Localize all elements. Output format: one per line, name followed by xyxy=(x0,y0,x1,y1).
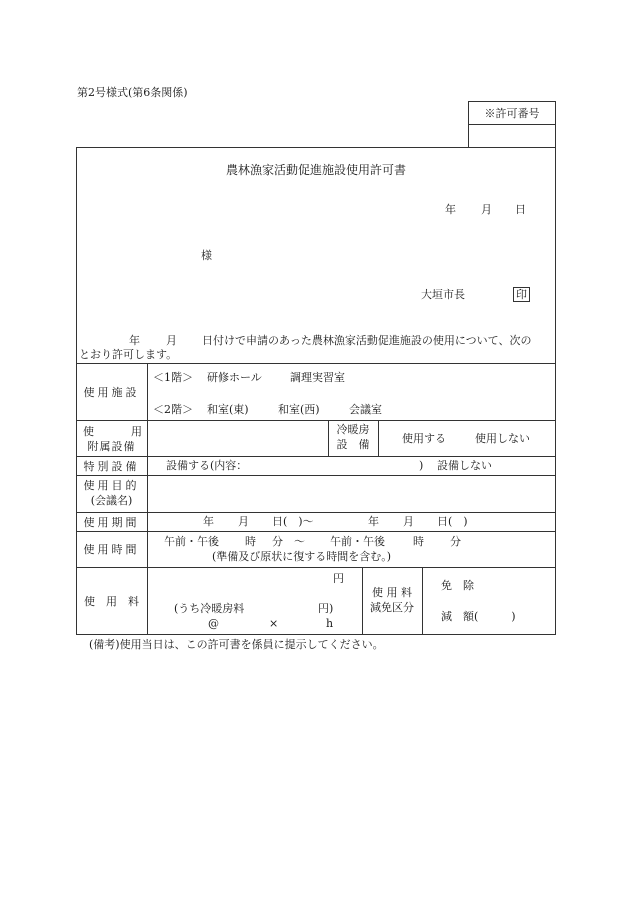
equipment-field[interactable] xyxy=(148,421,328,456)
date-day: 日 xyxy=(515,203,526,216)
special-equipment-label: 特別設備 xyxy=(83,459,140,473)
room-cooking-room[interactable]: 調理実習室 xyxy=(290,371,345,384)
time-end-ampm[interactable]: 午前・午後 xyxy=(330,535,385,548)
time-start-hour: 時 xyxy=(245,535,256,548)
room-japanese-west[interactable]: 和室(西) xyxy=(278,403,320,416)
time-start-ampm[interactable]: 午前・午後 xyxy=(164,535,219,548)
seal-mark: 印 xyxy=(513,287,530,302)
room-meeting-room[interactable]: 会議室 xyxy=(349,403,382,416)
addressee-suffix: 様 xyxy=(201,249,212,262)
fee-reduce-option[interactable]: 減 額( ) xyxy=(441,610,516,623)
fee-label: 使 用 料 xyxy=(84,595,139,608)
issuer-name: 大垣市長 xyxy=(421,288,465,301)
ac-use-option[interactable]: 使用する xyxy=(402,432,446,445)
period-start-day: 日( )～ xyxy=(272,515,314,528)
form-number: 第2号様式(第6条関係) xyxy=(77,86,188,99)
period-end-day: 日( ) xyxy=(437,515,468,528)
room-training-hall[interactable]: 研修ホール xyxy=(207,371,262,384)
intro-month: 月 xyxy=(166,334,177,347)
document-title: 農林漁家活動促進施設使用許可書 xyxy=(225,163,406,177)
room-japanese-east[interactable]: 和室(東) xyxy=(207,403,249,416)
ac-not-use-option[interactable]: 使用しない xyxy=(475,432,530,445)
time-label: 使用時間 xyxy=(83,543,140,556)
ac-fee-unit-at: @ xyxy=(208,617,219,630)
equipment-label-char1: 使 xyxy=(83,425,94,438)
fee-exempt-option[interactable]: 免 除 xyxy=(441,579,474,592)
date-month: 月 xyxy=(481,203,492,216)
date-year: 年 xyxy=(445,203,456,216)
period-start-year: 年 xyxy=(203,515,214,528)
fee-yen: 円 xyxy=(333,572,344,585)
purpose-label xyxy=(76,475,147,512)
period-start-month: 月 xyxy=(238,515,249,528)
fee-category-label xyxy=(362,567,422,635)
ac-fee-yen: 円) xyxy=(318,602,334,615)
purpose-label-line1: 使用目的 xyxy=(83,478,140,492)
purpose-label-line2: (会議名) xyxy=(90,493,133,507)
intro-text-line2: とおり許可します。 xyxy=(79,348,178,361)
period-label: 使用期間 xyxy=(83,515,140,529)
remark-note: (備考)使用当日は、この許可書を係員に提示してください。 xyxy=(89,638,384,651)
floor1-label: ＜1階＞ xyxy=(153,371,193,384)
time-end-hour: 時 xyxy=(413,535,424,548)
ac-fee-hours: h xyxy=(326,617,334,630)
time-note: (準備及び原状に復する時間を含む。) xyxy=(212,550,392,563)
fee-category-label-line1: 使 用 料 xyxy=(372,586,412,600)
special-equipment-with[interactable]: 設備する(内容： xyxy=(166,459,248,472)
special-equipment-close: ) xyxy=(419,459,424,472)
purpose-field[interactable] xyxy=(148,476,555,512)
floor2-label: ＜2階＞ xyxy=(153,403,193,416)
ac-fee-prefix: (うち冷暖房料 xyxy=(174,602,245,615)
addressee-field[interactable] xyxy=(90,246,198,264)
permit-number-field[interactable] xyxy=(468,125,556,148)
time-start-minute: 分 ～ xyxy=(272,535,305,548)
ac-fee-times: × xyxy=(269,617,279,630)
time-end-minute: 分 xyxy=(450,535,461,548)
equipment-label-char2: 用 xyxy=(131,425,142,438)
equipment-label-line2: 附属設備 xyxy=(87,440,136,453)
permit-number-label: ※許可番号 xyxy=(484,106,540,120)
intro-text-line1: 日付けで申請のあった農林漁家活動促進施設の使用について、次の xyxy=(202,334,532,347)
fee-category-label-line2: 減免区分 xyxy=(370,601,414,614)
special-equipment-without[interactable]: 設備しない xyxy=(437,459,492,472)
intro-year: 年 xyxy=(129,334,140,347)
ac-equipment-label xyxy=(328,420,378,456)
period-end-year: 年 xyxy=(368,515,379,528)
facility-label: 使用施設 xyxy=(83,385,140,399)
ac-equipment-label-line1: 冷暖房 xyxy=(336,423,370,437)
ac-equipment-label-line2: 設 備 xyxy=(336,438,370,451)
period-end-month: 月 xyxy=(403,515,414,528)
